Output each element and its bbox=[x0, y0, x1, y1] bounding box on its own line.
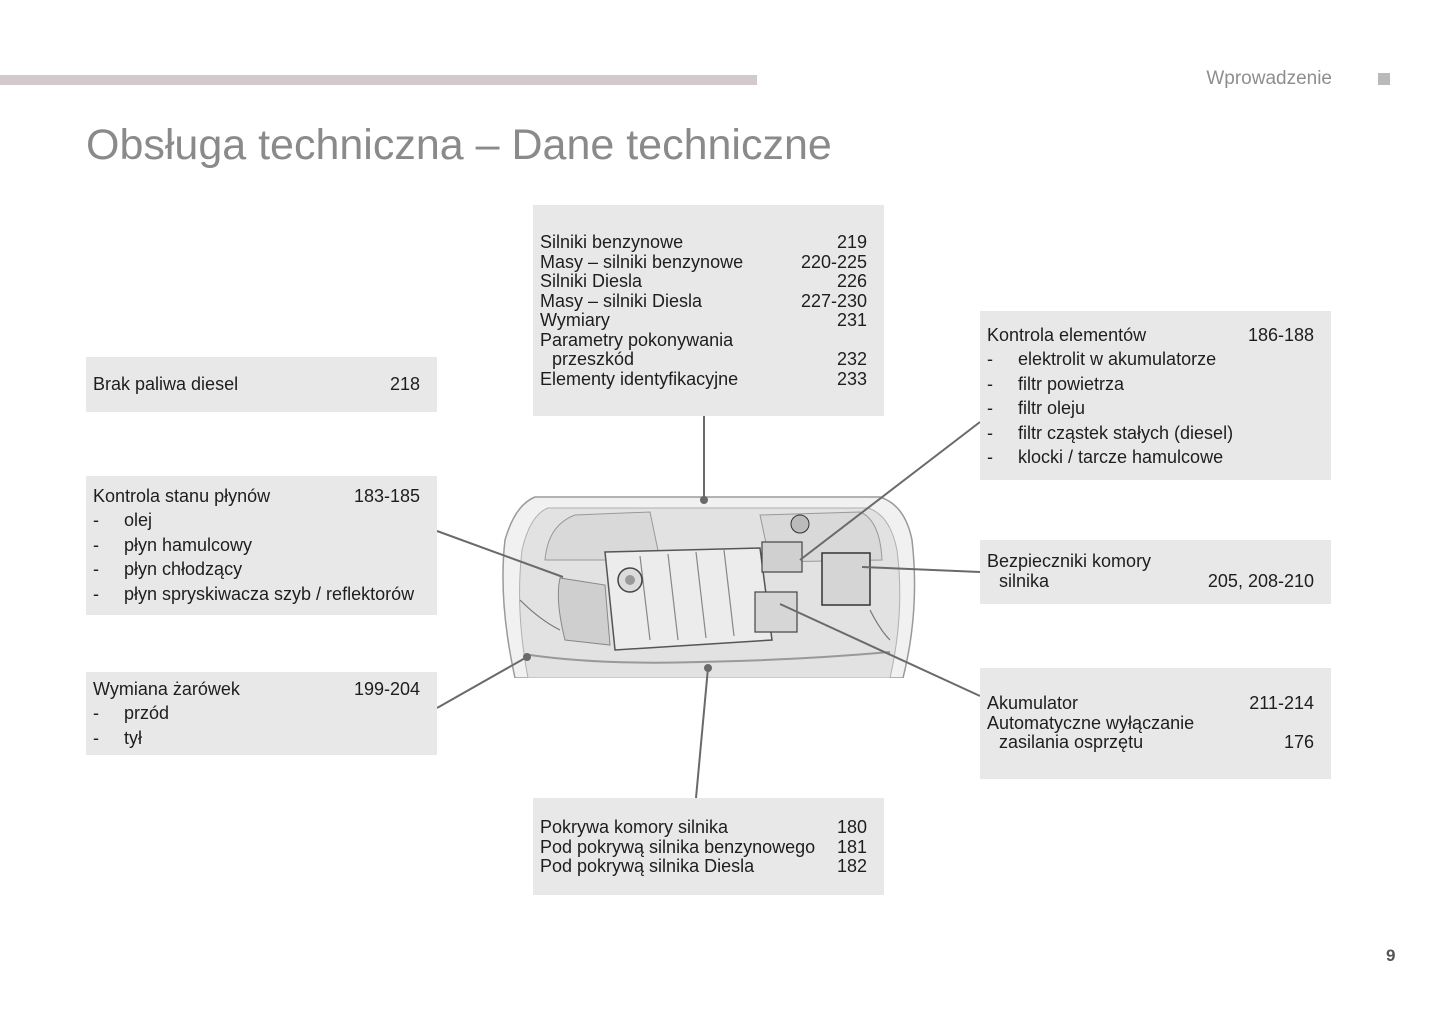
row-page: 181 bbox=[836, 836, 867, 857]
row-label: Kontrola elementów bbox=[987, 325, 1147, 345]
section-marker-icon bbox=[1378, 73, 1390, 85]
list-item bbox=[93, 726, 437, 750]
callout-row bbox=[93, 375, 437, 395]
callout-diesel-fuel bbox=[86, 357, 437, 412]
list-item-label: płyn hamulcowy bbox=[124, 534, 253, 555]
callout-row bbox=[540, 331, 884, 351]
list-item bbox=[93, 701, 437, 725]
callout-technical-data bbox=[533, 205, 884, 416]
callout-row bbox=[540, 292, 884, 312]
row-page: 180 bbox=[836, 817, 867, 837]
row-label: Kontrola stanu płynów bbox=[93, 486, 271, 506]
row-label: Silniki benzynowe bbox=[540, 232, 684, 252]
row-label: Pod pokrywą silnika Diesla bbox=[540, 856, 755, 876]
row-page: 199-204 bbox=[353, 679, 420, 699]
list-dash: - bbox=[93, 727, 99, 748]
row-label: Pokrywa komory silnika bbox=[540, 817, 729, 837]
row-page: 233 bbox=[836, 368, 867, 389]
row-label: Pod pokrywą silnika benzynowego bbox=[540, 836, 816, 857]
callout-row bbox=[987, 733, 1331, 753]
list-item-label: filtr powietrza bbox=[1018, 373, 1125, 394]
row-label: silnika bbox=[999, 570, 1050, 591]
callout-component-checks bbox=[980, 311, 1331, 480]
row-page: 227-230 bbox=[800, 290, 867, 311]
list-item-label: elektrolit w akumulatorze bbox=[1018, 349, 1217, 370]
list-item-label: olej bbox=[124, 510, 153, 531]
callout-bulb-replacement bbox=[86, 672, 437, 755]
row-label: Wymiana żarówek bbox=[93, 679, 240, 699]
list-item-label: filtr cząstek stałych (diesel) bbox=[1018, 422, 1234, 443]
row-page: 219 bbox=[836, 232, 867, 252]
row-label: Silniki Diesla bbox=[540, 271, 643, 291]
list-item bbox=[987, 421, 1331, 445]
callout-row bbox=[540, 857, 884, 877]
callout-row bbox=[987, 552, 1331, 572]
row-label: Elementy identyfikacyjne bbox=[540, 368, 739, 389]
row-label: Parametry pokonywania bbox=[540, 329, 734, 350]
callout-fuses bbox=[980, 540, 1331, 604]
list-item bbox=[93, 582, 437, 606]
callout-row bbox=[987, 694, 1331, 714]
row-page: 218 bbox=[389, 374, 420, 394]
section-name: Wprowadzenie bbox=[1206, 68, 1332, 89]
list-dash: - bbox=[987, 422, 993, 443]
list-item bbox=[987, 445, 1331, 469]
list-item-label: płyn spryskiwacza szyb / reflektorów bbox=[124, 583, 415, 604]
engine-bay-drawing bbox=[503, 497, 915, 678]
callout-row bbox=[540, 233, 884, 253]
row-label: Bezpieczniki komory bbox=[987, 551, 1152, 571]
callout-row bbox=[540, 838, 884, 858]
list-item bbox=[93, 508, 437, 532]
callout-row bbox=[987, 714, 1331, 734]
row-page: 211-214 bbox=[1249, 693, 1314, 713]
row-page: 220-225 bbox=[800, 251, 867, 272]
list-item bbox=[987, 372, 1331, 396]
list-item bbox=[93, 557, 437, 581]
callout-engine-cover bbox=[533, 798, 884, 895]
list-dash: - bbox=[987, 349, 993, 370]
list-dash: - bbox=[93, 510, 99, 531]
row-label: Masy – silniki benzynowe bbox=[540, 251, 744, 272]
callout-battery bbox=[980, 668, 1331, 779]
row-page: 182 bbox=[836, 856, 867, 876]
list-item-label: filtr oleju bbox=[1018, 398, 1086, 419]
list-item-label: przód bbox=[124, 703, 170, 724]
row-label: Akumulator bbox=[987, 693, 1079, 713]
row-label: Wymiary bbox=[540, 310, 610, 330]
list-dash: - bbox=[93, 534, 99, 555]
page-number: 9 bbox=[1386, 946, 1396, 965]
row-label: Masy – silniki Diesla bbox=[540, 290, 703, 311]
row-label: zasilania osprzętu bbox=[999, 732, 1144, 752]
list-item-label: płyn chłodzący bbox=[124, 559, 243, 580]
list-item-label: tył bbox=[124, 727, 142, 748]
row-label: przeszkód bbox=[552, 349, 635, 369]
callout-row bbox=[93, 484, 437, 508]
list-dash: - bbox=[93, 703, 99, 724]
callout-row bbox=[540, 272, 884, 292]
row-page: 205, 208-210 bbox=[1207, 570, 1314, 591]
row-page: 232 bbox=[836, 349, 867, 369]
list-item-label: klocki / tarcze hamulcowe bbox=[1018, 446, 1224, 467]
callout-fluid-levels bbox=[86, 476, 437, 615]
list-dash: - bbox=[93, 583, 99, 604]
list-item bbox=[93, 533, 437, 557]
row-page: 186-188 bbox=[1247, 325, 1314, 345]
callout-row bbox=[93, 677, 437, 701]
page-title: Obsługa techniczna – Dane techniczne bbox=[86, 121, 832, 169]
header-accent-bar bbox=[0, 75, 757, 85]
callout-row bbox=[987, 572, 1331, 592]
list-dash: - bbox=[987, 373, 993, 394]
callout-row bbox=[987, 323, 1331, 347]
callout-row bbox=[540, 311, 884, 331]
row-label: Automatyczne wyłączanie bbox=[987, 712, 1195, 733]
leader-lines bbox=[437, 416, 980, 798]
list-dash: - bbox=[987, 398, 993, 419]
list-dash: - bbox=[987, 446, 993, 467]
row-page: 231 bbox=[836, 310, 867, 330]
leader-dots bbox=[523, 496, 712, 672]
callout-row bbox=[540, 253, 884, 273]
list-item bbox=[987, 347, 1331, 371]
list-dash: - bbox=[93, 559, 99, 580]
callout-row bbox=[540, 370, 884, 390]
row-page: 226 bbox=[836, 271, 867, 291]
row-page: 183-185 bbox=[353, 486, 420, 506]
row-label: Brak paliwa diesel bbox=[93, 374, 239, 394]
callout-row bbox=[540, 818, 884, 838]
callout-row bbox=[540, 350, 884, 370]
row-page: 176 bbox=[1283, 732, 1314, 752]
list-item bbox=[987, 396, 1331, 420]
